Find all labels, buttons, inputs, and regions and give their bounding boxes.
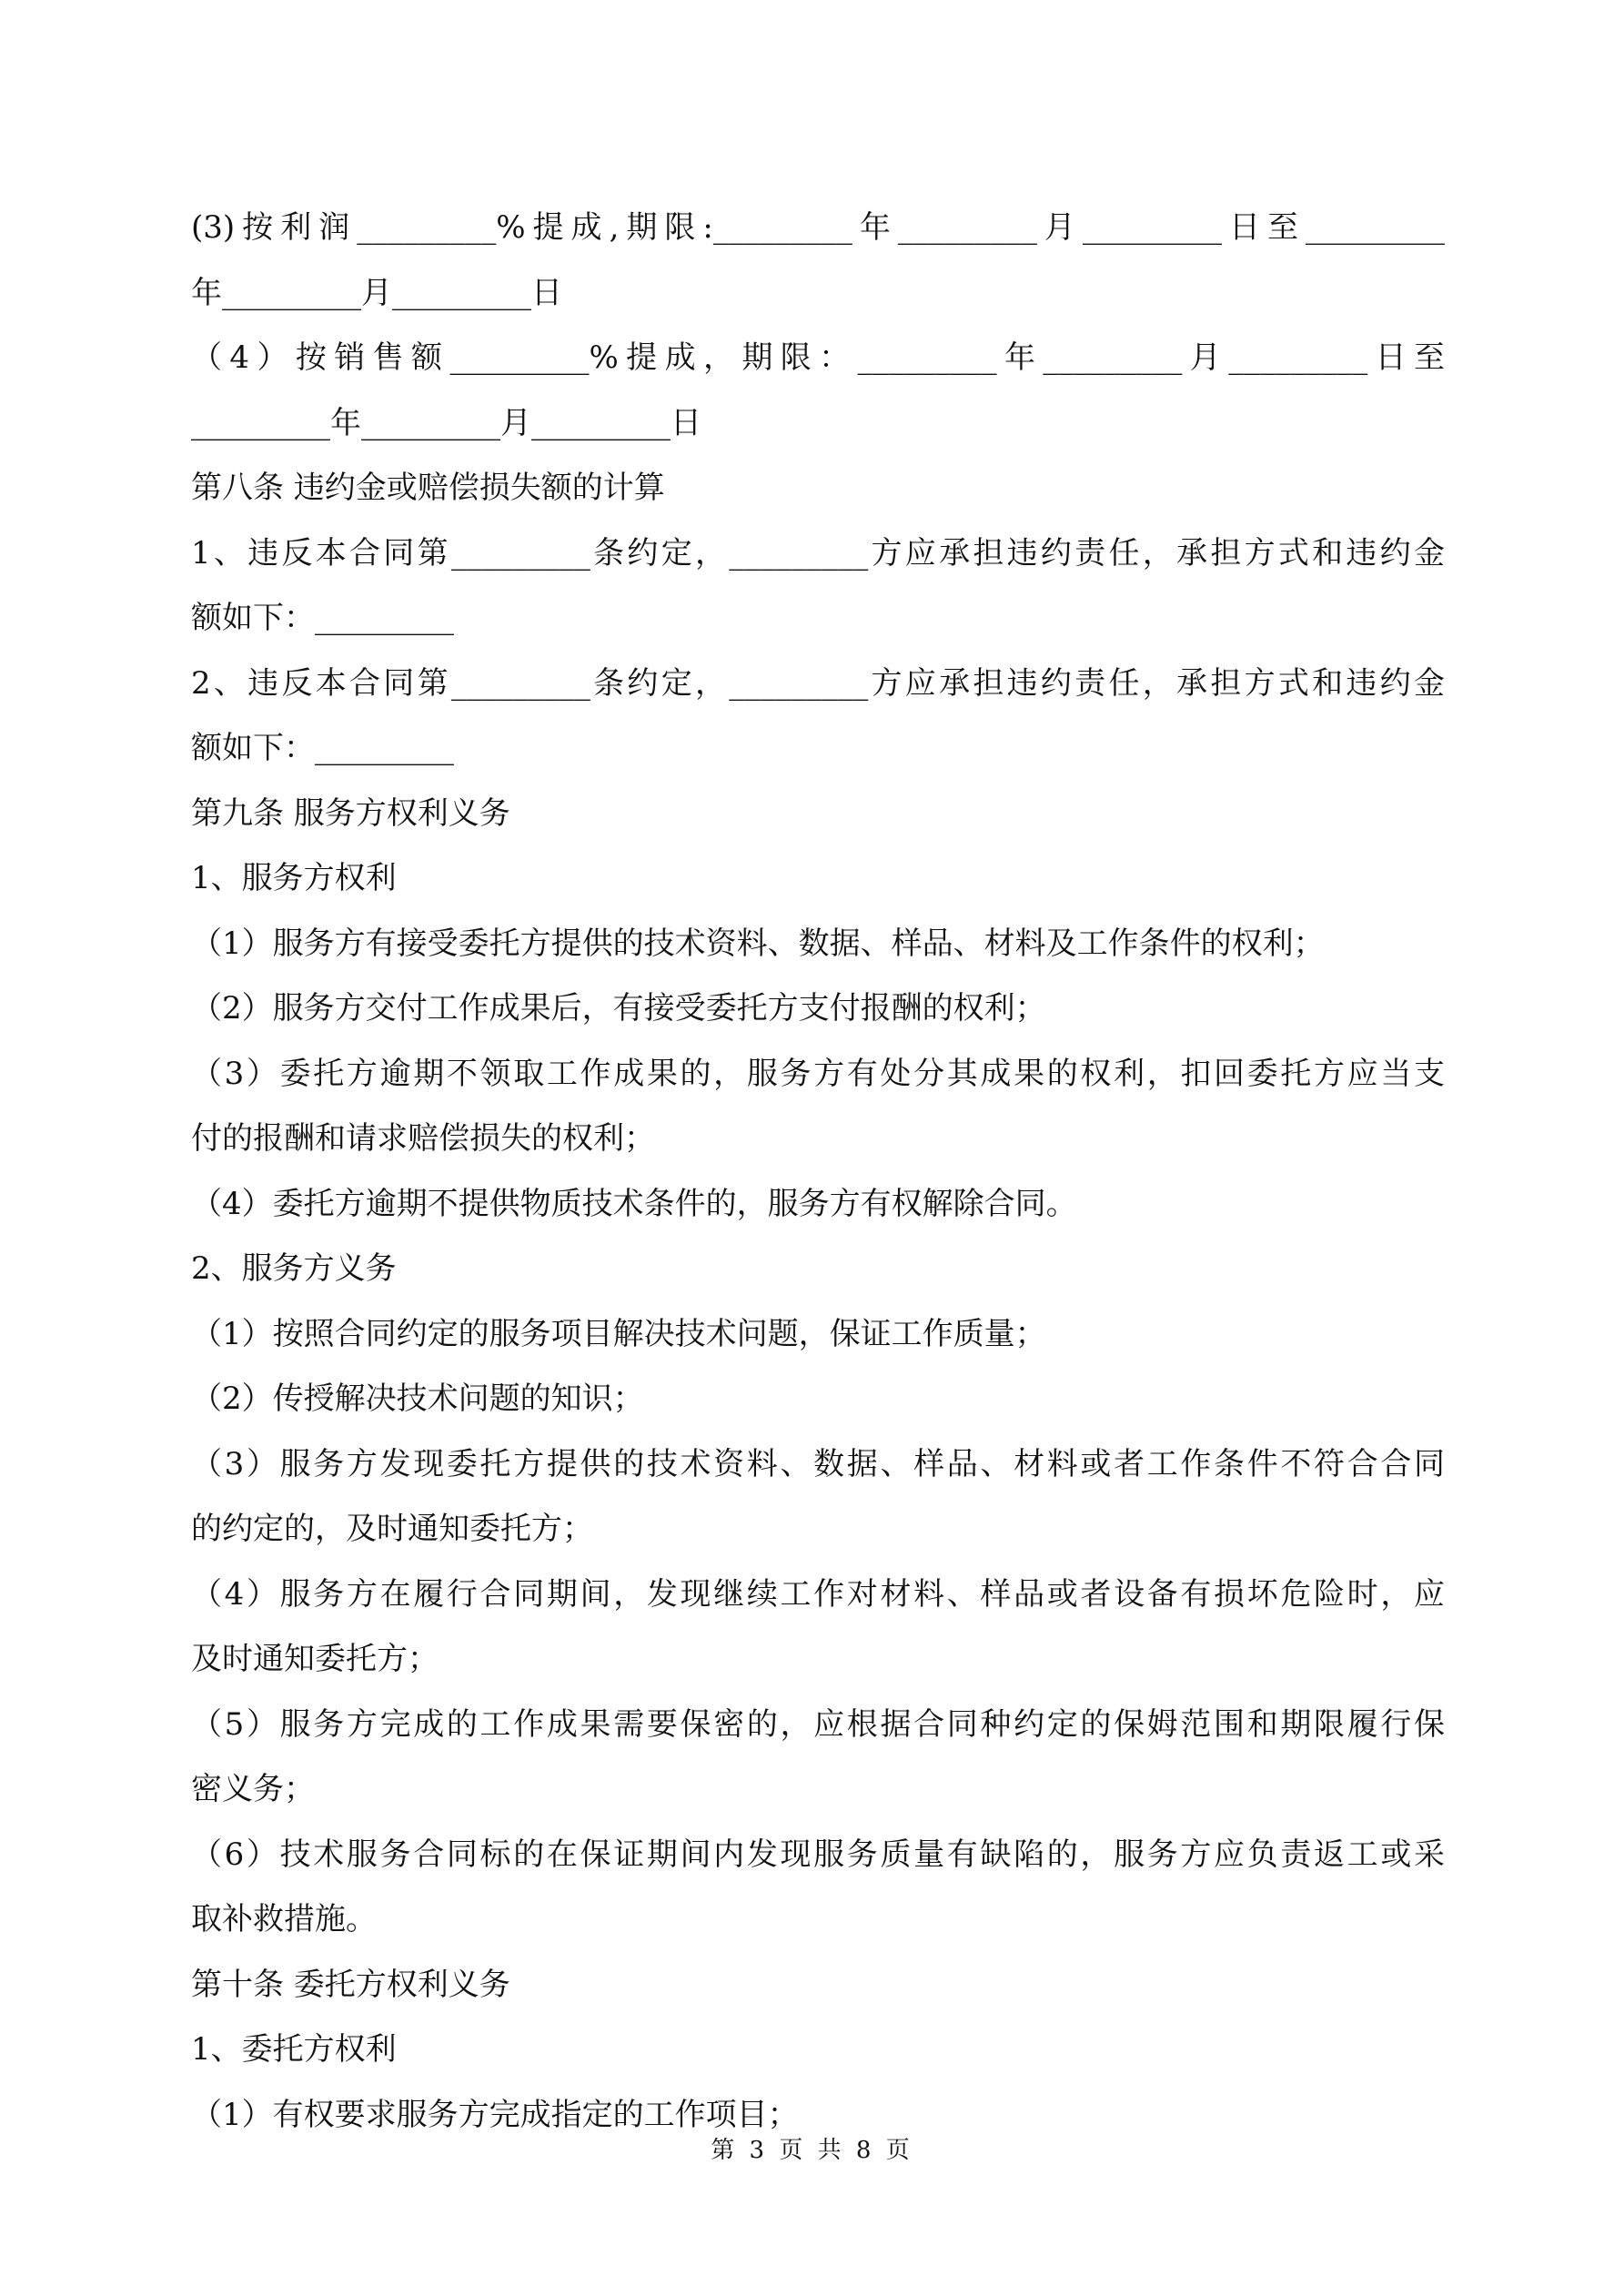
text-line: 2、服务方义务 [191,1250,397,1287]
text-line: 额如下：_________ [191,600,454,636]
text-line: 付的报酬和请求赔偿损失的权利； [191,1120,655,1157]
text-line: 的约定的，及时通知委托方； [191,1511,593,1547]
text-line: （2）服务方交付工作成果后，有接受委托方支付报酬的权利； [191,990,1046,1027]
text-line: （4）委托方逾期不提供物质技术条件的，服务方有权解除合同。 [191,1185,1077,1222]
text-line: 1、服务方权利 [191,860,397,896]
text-line: (3)按利润_________%提成,期限:_________年_________月_________日至_________ [191,209,1445,246]
text-line: （1）按照合同约定的服务项目解决技术问题，保证工作质量； [191,1315,1046,1352]
text-line: 第八条 违约金或赔偿损失额的计算 [191,470,665,506]
page-footer: 第 3 页 共 8 页 [711,2137,913,2164]
text-line: 密义务； [191,1771,315,1807]
text-line: （6）技术服务合同标的在保证期间内发现服务质量有缺陷的，服务方应负责返工或采 [191,1836,1445,1873]
text-line: 及时通知委托方； [191,1641,439,1677]
text-line: 1、委托方权利 [191,2031,397,2068]
text-line: （1）服务方有接受委托方提供的技术资料、数据、样品、材料及工作条件的权利； [191,925,1325,962]
text-line: 额如下：_________ [191,730,454,766]
text-line: 1、违反本合同第_________条约定，_________方应承担违约责任，承担方式和违约金 [191,534,1445,571]
text-line: 第九条 服务方权利义务 [191,794,510,832]
text-line: （2）传授解决技术问题的知识； [191,1381,644,1417]
text-line: 第十条 委托方权利义务 [191,1966,510,2003]
text-line: （4）服务方在履行合同期间，发现继续工作对材料、样品或者设备有损坏危险时，应 [191,1575,1445,1613]
text-line: （4）按销售额_________%提成，期限：_________年_________月_________日至 [191,339,1445,376]
text-line: （3）服务方发现委托方提供的技术资料、数据、样品、材料或者工作条件不符合合同 [191,1445,1445,1482]
text-line: （3）委托方逾期不领取工作成果的，服务方有处分其成果的权利，扣回委托方应当支 [191,1055,1445,1092]
text-line: 2、违反本合同第_________条约定，_________方应承担违约责任，承担方式和违约金 [191,664,1445,702]
text-line: （1）有权要求服务方完成指定的工作项目； [191,2096,799,2133]
text-line: _________年_________月_________日 [191,404,701,441]
text-line: 年_________月_________日 [191,274,562,311]
text-line: （5）服务方完成的工作成果需要保密的，应根据合同种约定的保姆范围和期限履行保 [191,1705,1445,1743]
document-body [191,196,1445,2148]
text-line: 取补救措施。 [191,1901,377,1937]
